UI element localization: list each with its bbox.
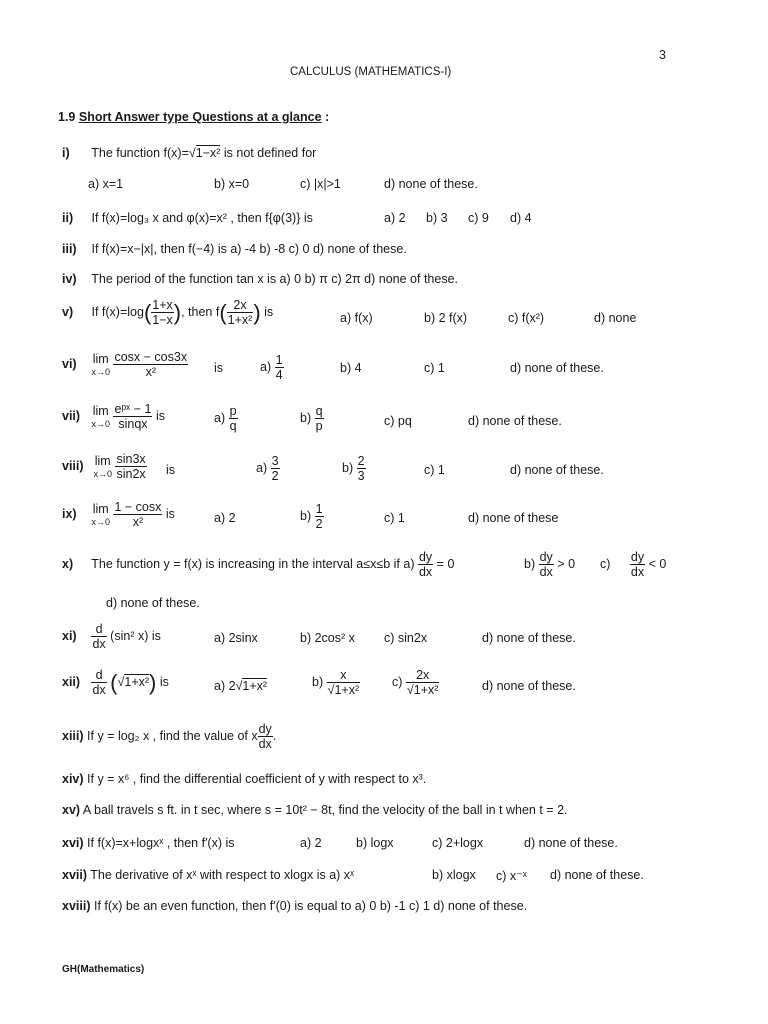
question-number: i) xyxy=(62,146,70,160)
question-is: is xyxy=(166,463,176,477)
fraction xyxy=(357,454,366,484)
fraction xyxy=(539,550,554,580)
sqrt-icon: √ xyxy=(188,146,196,160)
option-c: c) pq xyxy=(384,414,412,428)
question-2 xyxy=(62,211,313,225)
question-is: is xyxy=(214,361,224,375)
option-a xyxy=(256,454,280,484)
limit xyxy=(91,403,110,431)
option-label: b) xyxy=(312,675,324,690)
question-number: xiv) xyxy=(62,772,84,786)
question-number: viii) xyxy=(62,459,84,474)
fraction xyxy=(258,722,273,752)
limit xyxy=(91,501,110,529)
radicand: 1+x² xyxy=(334,683,360,698)
option-d: d) none of these. xyxy=(106,596,200,610)
question-9 xyxy=(62,500,175,530)
option-a: a) f(x) xyxy=(340,311,373,325)
fraction xyxy=(91,668,106,698)
question-number: xviii) xyxy=(62,899,91,913)
option-d: d) 4 xyxy=(510,211,532,225)
option-label: a) xyxy=(214,411,226,426)
question-number: xvi) xyxy=(62,836,84,850)
paren-right: ) xyxy=(173,299,182,325)
denominator: dx xyxy=(539,565,553,580)
denominator: dx xyxy=(92,637,106,652)
question-text: If f(x)=x−|x|, then f(−4) is a) -4 b) -8 c) 0 d) none of these. xyxy=(91,242,407,256)
question-14 xyxy=(62,772,426,786)
section-number: 1.9 xyxy=(58,110,76,124)
paren-right: ) xyxy=(149,669,157,695)
question-text: If f(x) be an even function, then f′(0) is equal to a) 0 b) -1 c) 1 d) none of these. xyxy=(93,899,528,913)
question-is: is xyxy=(151,629,161,644)
denominator: q xyxy=(229,419,237,434)
paren-left: ( xyxy=(143,299,152,325)
option-label: b) xyxy=(524,557,536,572)
question-text: The period of the function tan x is a) 0 b) π c) 2π d) none of these. xyxy=(91,272,459,286)
question-text-tail: is not defined for xyxy=(220,146,317,160)
denominator: 1+x² xyxy=(227,313,253,328)
fraction xyxy=(115,452,146,482)
question-text: The derivative of xˣ with respect to xlogx is a) xˣ xyxy=(90,868,355,882)
option-b: b) 4 xyxy=(340,361,362,375)
denominator: 1−x xyxy=(152,313,173,328)
question-17 xyxy=(62,868,354,882)
question-number: xvii) xyxy=(62,868,88,882)
denominator xyxy=(327,683,361,697)
question-18 xyxy=(62,899,527,913)
option-a xyxy=(214,404,238,434)
fraction xyxy=(315,404,324,434)
question-number: vi) xyxy=(62,357,77,372)
option-c: c) sin2x xyxy=(384,631,428,645)
radicand: 1−x² xyxy=(195,146,221,160)
lim-sub: x→0 xyxy=(91,419,110,430)
option-a xyxy=(214,679,267,693)
denominator: 2 xyxy=(271,469,279,484)
numerator: d xyxy=(91,668,106,683)
option-label: b) xyxy=(300,509,312,524)
numerator: q xyxy=(315,404,323,418)
question-number: x) xyxy=(62,557,74,572)
numerator: dy xyxy=(539,550,553,564)
denominator: dx xyxy=(418,565,433,580)
option-a: a) 2 xyxy=(384,211,406,225)
numerator: 2x xyxy=(227,298,254,313)
question-10 xyxy=(62,550,454,580)
option-a: a) x=1 xyxy=(88,177,124,191)
numerator: 2 xyxy=(357,454,365,468)
question-text: If f(x)=log₃ x and φ(x)=x² , then f{φ(3)} is xyxy=(91,211,313,225)
numerator: d xyxy=(91,622,106,637)
denominator: dx xyxy=(258,737,272,752)
page-header: CALCULUS (MATHEMATICS-I) xyxy=(290,66,452,78)
numerator: sin3x xyxy=(116,452,146,466)
question-text: A ball travels s ft. in t sec, where s = 10t² − 8t, find the velocity of the ball in t when t = 2. xyxy=(82,803,568,817)
lim-sub: x→0 xyxy=(91,517,110,528)
sqrt-icon: √ xyxy=(406,683,414,698)
option-a-tail: = 0 xyxy=(436,557,455,572)
option-d: d) none of these xyxy=(468,511,559,525)
option-label: c) xyxy=(392,675,403,690)
question-11 xyxy=(62,622,161,652)
option-c: c) 1 xyxy=(384,511,405,525)
option-a xyxy=(260,353,284,383)
option-b xyxy=(300,502,324,532)
option-d: d) none of these. xyxy=(482,631,576,645)
lim-label: lim xyxy=(92,351,109,366)
question-number: ii) xyxy=(62,211,74,225)
option-b xyxy=(312,668,360,698)
lim-label: lim xyxy=(92,403,109,418)
option-label: b) xyxy=(300,411,312,426)
option-a: a) 2 xyxy=(300,836,322,850)
question-text: If y = log₂ x , find the value of x xyxy=(87,729,258,744)
radicand: 1+x² xyxy=(242,679,268,693)
numerator: 2x xyxy=(406,668,440,683)
numerator: 1 xyxy=(275,353,283,367)
denominator: x² xyxy=(132,515,144,530)
page-number: 3 xyxy=(659,48,666,62)
question-tail: . xyxy=(272,729,277,744)
fraction xyxy=(113,402,152,432)
question-8 xyxy=(62,452,147,482)
denominator: sinqx xyxy=(118,417,148,432)
option-c-tail: < 0 xyxy=(648,557,667,572)
question-1 xyxy=(62,146,316,160)
fraction xyxy=(630,550,645,580)
option-d: d) none of these. xyxy=(524,836,618,850)
option-label: a) xyxy=(260,360,272,375)
option-b: b) 2cos² x xyxy=(300,631,355,645)
question-text: The function f(x)= xyxy=(91,146,189,160)
lim-label: lim xyxy=(92,501,109,516)
section-colon: : xyxy=(325,110,330,124)
option-c: c) 9 xyxy=(468,211,489,225)
question-number: iii) xyxy=(62,242,77,256)
question-number: ix) xyxy=(62,507,77,522)
option-b-tail: > 0 xyxy=(557,557,576,572)
question-is: is xyxy=(165,507,175,522)
option-b xyxy=(342,454,366,484)
question-number: xiii) xyxy=(62,729,84,744)
numerator: dy xyxy=(258,722,272,736)
option-c xyxy=(392,668,439,698)
fraction xyxy=(227,298,254,328)
option-c: c) x⁻ˣ xyxy=(496,869,527,883)
numerator: 1 − cosx xyxy=(114,500,162,514)
lim-label: lim xyxy=(94,453,111,468)
question-text: The function y = f(x) is increasing in the interval a≤x≤b if a) xyxy=(91,557,415,572)
option-d: d) none of these. xyxy=(384,177,478,191)
question-4 xyxy=(62,272,458,286)
option-b: b) x=0 xyxy=(214,177,250,191)
question-5 xyxy=(62,298,273,328)
fraction xyxy=(271,454,280,484)
denominator: p xyxy=(315,419,323,434)
option-b: b) logx xyxy=(356,836,394,850)
question-15 xyxy=(62,803,568,817)
question-12 xyxy=(62,668,169,698)
fraction xyxy=(113,350,188,380)
option-label: b) xyxy=(342,461,354,476)
limit xyxy=(93,453,112,481)
option-c: c) 1 xyxy=(424,361,445,375)
question-text: If y = x⁶ , find the differential coefficient of y with respect to x³. xyxy=(87,772,427,786)
fraction xyxy=(406,668,440,698)
question-number: iv) xyxy=(62,272,77,286)
radicand: 1+x² xyxy=(124,675,150,690)
numerator: cosx − cos3x xyxy=(114,350,188,364)
denominator: dx xyxy=(630,565,645,580)
option-b: b) 2 f(x) xyxy=(424,311,468,325)
paren-left: ( xyxy=(110,669,118,695)
fraction xyxy=(229,404,238,434)
denominator: sin2x xyxy=(116,467,146,482)
option-label: a) xyxy=(256,461,268,476)
section-heading xyxy=(58,110,329,124)
limit xyxy=(91,351,110,379)
denominator: 3 xyxy=(357,469,365,484)
fraction xyxy=(327,668,361,698)
fraction xyxy=(275,353,284,383)
option-b: b) 3 xyxy=(426,211,448,225)
question-text-3: is xyxy=(264,305,274,320)
radicand: 1+x² xyxy=(413,683,439,698)
option-d: d) none of these. xyxy=(468,414,562,428)
question-is: is xyxy=(159,675,169,690)
option-b xyxy=(524,550,575,580)
question-number: vii) xyxy=(62,409,81,424)
paren-right: ) xyxy=(253,299,261,325)
numerator: dy xyxy=(418,550,433,564)
option-label: a) 2 xyxy=(214,679,236,693)
numerator: 3 xyxy=(271,454,279,468)
question-number: xii) xyxy=(62,675,81,690)
question-number: v) xyxy=(62,305,74,320)
numerator: dy xyxy=(630,550,645,564)
fraction xyxy=(91,622,106,652)
question-number: xi) xyxy=(62,629,77,644)
sqrt-icon: √ xyxy=(327,683,335,698)
option-b xyxy=(300,404,324,434)
fraction xyxy=(315,502,324,532)
option-c xyxy=(600,550,666,580)
expression: (sin² x) xyxy=(110,629,149,644)
question-16 xyxy=(62,836,235,850)
section-title: Short Answer type Questions at a glance xyxy=(78,110,322,124)
option-c: c) 1 xyxy=(424,463,445,477)
numerator: 1+x xyxy=(152,298,173,312)
question-6 xyxy=(62,350,188,380)
numerator: eᵖˣ − 1 xyxy=(114,402,152,416)
numerator: x xyxy=(327,668,361,683)
question-13 xyxy=(62,722,276,752)
fraction xyxy=(151,298,174,328)
option-c: c) |x|>1 xyxy=(300,177,341,191)
sqrt-icon: √ xyxy=(117,675,125,690)
question-3 xyxy=(62,242,407,256)
question-text-2: , then f xyxy=(181,305,220,320)
option-d: d) none of these. xyxy=(510,463,604,477)
option-d: d) none xyxy=(594,311,637,325)
paren-left: ( xyxy=(219,299,227,325)
fraction xyxy=(113,500,162,530)
numerator: p xyxy=(229,404,237,418)
denominator: 2 xyxy=(315,517,323,532)
question-7 xyxy=(62,402,165,432)
lim-sub: x→0 xyxy=(91,367,110,378)
option-d: d) none of these. xyxy=(550,868,644,882)
option-c: c) f(x²) xyxy=(508,311,545,325)
fraction xyxy=(418,550,433,580)
option-d: d) none of these. xyxy=(510,361,604,375)
question-text: If f(x)=log xyxy=(91,305,144,320)
sqrt-icon: √ xyxy=(235,679,243,693)
option-c: c) 2+logx xyxy=(432,836,484,850)
denominator: dx xyxy=(92,683,106,698)
question-is: is xyxy=(155,409,165,424)
denominator: 4 xyxy=(275,368,283,383)
denominator xyxy=(406,683,440,697)
lim-sub: x→0 xyxy=(93,469,112,480)
question-number: xv) xyxy=(62,803,81,817)
option-a: a) 2sinx xyxy=(214,631,258,645)
option-b: b) xlogx xyxy=(432,868,476,882)
page-footer: GH(Mathematics) xyxy=(62,964,145,975)
option-label: c) xyxy=(600,557,611,572)
option-a: a) 2 xyxy=(214,511,236,525)
option-d: d) none of these. xyxy=(482,679,576,693)
question-text: If f(x)=x+logxˣ , then f′(x) is xyxy=(87,836,235,850)
numerator: 1 xyxy=(315,502,323,516)
denominator: x² xyxy=(145,365,156,380)
